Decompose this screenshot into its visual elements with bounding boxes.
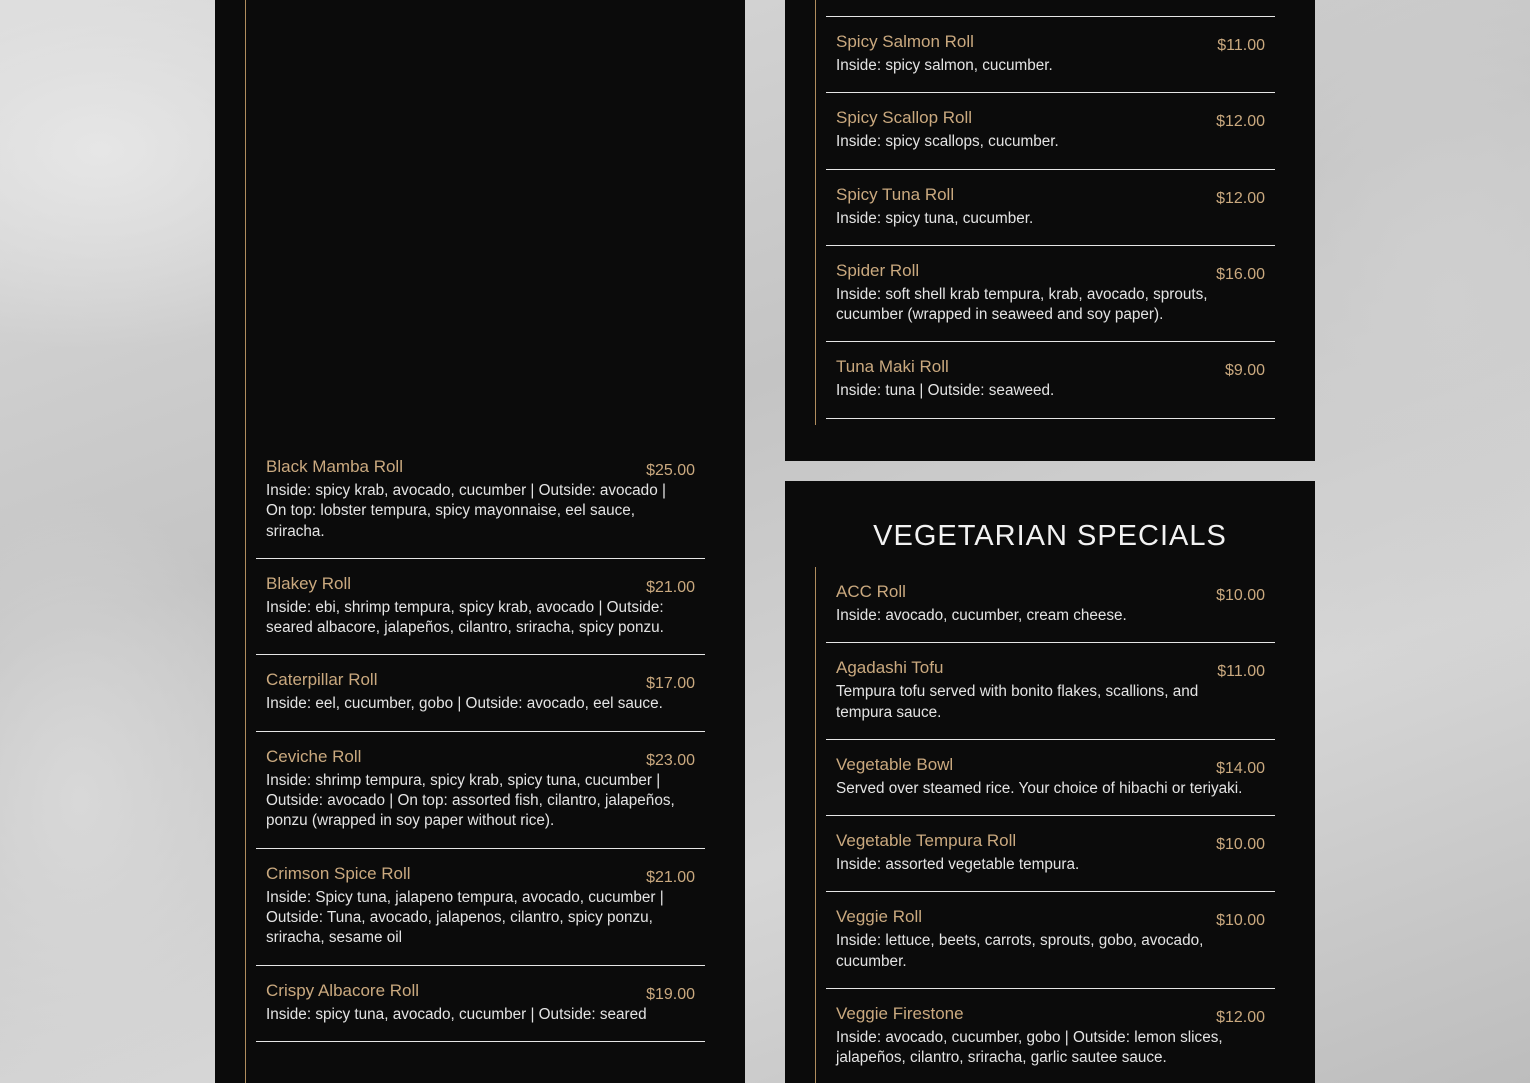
item-description: Inside: tuna | Outside: seaweed. [836,382,1055,400]
menu-item [826,816,1275,892]
item-name: Vegetable Tempura Roll [836,831,1017,851]
item-description: Inside: soft shell krab tempura, krab, avocado, sprouts, cucumber (wrapped in seaweed and soy paper). [836,285,1208,324]
item-name: ACC Roll [836,582,906,601]
item-description: Inside: assorted vegetable tempura. [836,856,1080,874]
item-price: $21.00 [646,578,695,596]
item-price: $16.00 [1216,265,1265,283]
item-price: $11.00 [1217,37,1265,54]
item-description: Inside: ebi, shrimp tempura, spicy krab, avocado | Outside: seared albacore, jalapeños, cilantro, sriracha, spicy ponzu. [266,598,664,637]
menu-item [826,740,1275,816]
item-price: $21.00 [646,868,695,886]
item-description: Inside: spicy scallops, cucumber. [836,133,1059,151]
menu-list [826,16,1275,419]
right-menu-panel [785,0,1315,461]
item-description: Inside: lettuce, beets, carrots, sprouts, gobo, avocado, cucumber. [836,932,1204,970]
item-name: Caterpillar Roll [266,670,378,690]
menu-item [256,966,705,1042]
item-description: Inside: spicy tuna, avocado, cucumber | Outside: seared [266,1005,647,1023]
menu-item [826,892,1275,989]
menu-item [826,170,1275,246]
menu-item [256,559,705,656]
item-name: Blakey Roll [266,573,352,593]
item-name: Crispy Albacore Roll [266,980,420,1000]
menu-item [826,567,1275,643]
menu-item [256,655,705,731]
item-name: Crimson Spice Roll [266,863,411,883]
item-name: Vegetable Bowl [836,754,954,774]
menu-item [826,246,1275,343]
item-price: $12.00 [1216,1009,1265,1027]
item-price: $12.00 [1216,189,1265,207]
menu-item [256,849,705,966]
item-price: $12.00 [1216,113,1265,131]
menu-item [826,93,1275,169]
menu-item [826,17,1275,93]
menu-item [826,342,1275,418]
item-price: $10.00 [1216,912,1265,930]
item-description: Tempura tofu served with bonito flakes, scallions, and tempura sauce. [836,683,1199,721]
item-price: $25.00 [646,462,695,479]
item-description: Inside: spicy salmon, cucumber. [836,57,1053,74]
menu-item [826,643,1275,740]
item-price: $19.00 [646,985,695,1003]
menu-list [826,567,1275,1083]
section-title: VEGETARIAN SPECIALS [873,520,1227,552]
item-name: Veggie Roll [836,907,923,927]
item-price: $14.00 [1216,759,1265,777]
item-name: Spicy Salmon Roll [836,32,974,51]
item-name: Agadashi Tofu [836,658,944,678]
accent-line [815,0,816,425]
item-name: Veggie Firestone [836,1004,964,1024]
item-description: Inside: spicy krab, avocado, cucumber | Outside: avocado | On top: lobster tempura, spicy mayonnaise, eel sauce, sriracha. [266,482,666,540]
accent-line [245,0,246,1083]
item-price: $10.00 [1216,587,1265,604]
item-description: Inside: avocado, cucumber, gobo | Outside: lemon slices, jalapeños, cilantro, sriracha, garlic sautee sauce. [836,1029,1223,1067]
item-name: Tuna Maki Roll [836,357,949,377]
item-description: Inside: spicy tuna, cucumber. [836,209,1034,227]
menu-item [256,732,705,849]
item-description: Inside: Spicy tuna, jalapeno tempura, avocado, cucumber | Outside: Tuna, avocado, jalapenos, cilantro, spicy ponzu, sriracha, sesame oil [266,888,664,947]
item-price: $17.00 [646,675,695,693]
vegetarian-panel [785,481,1315,1083]
item-description: Inside: eel, cucumber, gobo | Outside: avocado, eel sauce. [266,695,663,713]
left-menu-panel [215,0,745,1083]
item-name: Black Mamba Roll [266,457,403,476]
item-description: Inside: shrimp tempura, spicy krab, spicy tuna, cucumber | Outside: avocado | On top: assorted fish, cilantro, jalapeños, ponzu (wrapped in soy paper without rice). [266,771,675,830]
item-price: $9.00 [1224,362,1265,380]
item-price: $11.00 [1217,663,1265,681]
item-description: Served over steamed rice. Your choice of hibachi or teriyaki. [836,779,1243,797]
menu-list [256,442,705,1042]
menu-item [256,442,705,559]
item-price: $23.00 [646,751,695,769]
item-name: Spider Roll [836,260,920,280]
item-price: $10.00 [1216,836,1265,854]
menu-item [826,989,1275,1083]
item-name: Ceviche Roll [266,746,362,766]
item-name: Spicy Tuna Roll [836,184,955,204]
item-name: Spicy Scallop Roll [836,108,973,128]
accent-line [815,567,816,1083]
item-description: Inside: avocado, cucumber, cream cheese. [836,607,1127,624]
